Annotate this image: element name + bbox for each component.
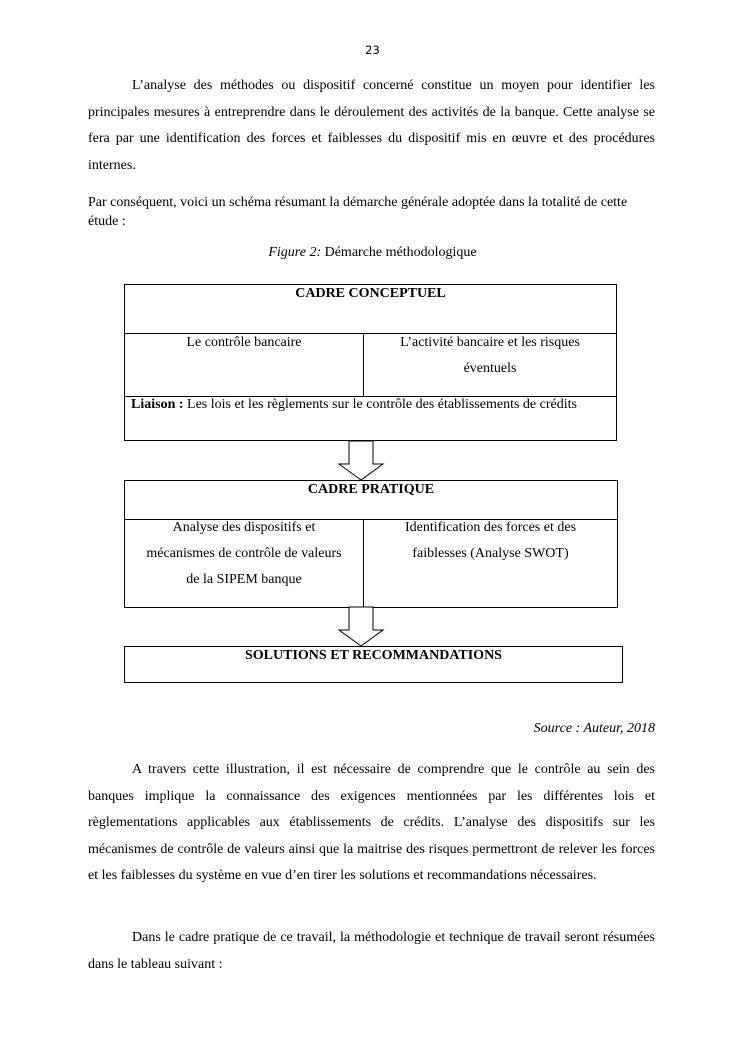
paragraph-cadre-pratique: Dans le cadre pratique de ce travail, la méthodologie et technique de travail seront résumées dans le tableau suivant :: [88, 930, 655, 972]
liaison-row: [131, 397, 612, 413]
cadre-conceptuel-box: [124, 284, 617, 441]
figure-caption: [0, 245, 745, 261]
cadre-conceptuel-left-cell: Le contrôle bancaire: [186, 335, 302, 350]
cadre-pratique-left-cell: [125, 515, 363, 593]
paragraph-intro: L’analyse des méthodes ou dispositif concerné constitue un moyen pour identifier les principales mesures à entreprendre dans le déroulement des activités de la banque. Cette analyse se fera par une identification des forces et faiblesses du dispositif mis en œuvre et des procédures internes.: [88, 78, 655, 173]
cell-line: Identification des forces et des: [404, 520, 577, 535]
paragraph-schema-intro: Par conséquent, voici un schéma résumant la démarche générale adoptée dans la totalité de cette étude :: [88, 195, 628, 229]
figure-label: Figure 2:: [268, 245, 322, 260]
solutions-title: SOLUTIONS ET RECOMMANDATIONS: [245, 648, 502, 663]
solutions-box: [124, 646, 623, 683]
paragraph-illustration: A travers cette illustration, il est nécessaire de comprendre que le contrôle au sein des banques implique la connaissance des exigences mentionnées par les différentes lois et règlementations applicables aux établissements de crédits. L’analyse des dispositifs sur les mécanismes de contrôle de valeurs ainsi que la maitrise des risques permettront de relever les forces et les faiblesses du système en vue d’en tirer les solutions et recommandations nécessaires.: [88, 762, 655, 883]
down-arrow-icon: [338, 440, 386, 482]
page-number: 23: [365, 43, 380, 57]
cell-line: L’activité bancaire et les risques: [400, 335, 580, 350]
cadre-pratique-title: CADRE PRATIQUE: [307, 482, 435, 497]
cadre-pratique-box: [124, 480, 618, 608]
liaison-label: Liaison :: [131, 397, 184, 412]
liaison-text: Les lois et les règlements sur le contrôle des établissements de crédits: [183, 397, 577, 412]
cell-line: de la SIPEM banque: [186, 572, 302, 587]
cadre-conceptuel-right-cell: [364, 330, 616, 382]
cadre-conceptuel-title: CADRE CONCEPTUEL: [295, 286, 446, 301]
cell-line: Analyse des dispositifs et: [172, 520, 316, 535]
cell-line: mécanismes de contrôle de valeurs: [146, 546, 342, 561]
cell-line: éventuels: [463, 361, 517, 376]
cell-line: faiblesses (Analyse SWOT): [412, 546, 569, 561]
figure-source: Source : Auteur, 2018: [533, 721, 655, 736]
figure-title: Démarche méthodologique: [324, 245, 477, 260]
down-arrow-icon: [338, 606, 386, 648]
cadre-pratique-right-cell: [364, 515, 617, 567]
